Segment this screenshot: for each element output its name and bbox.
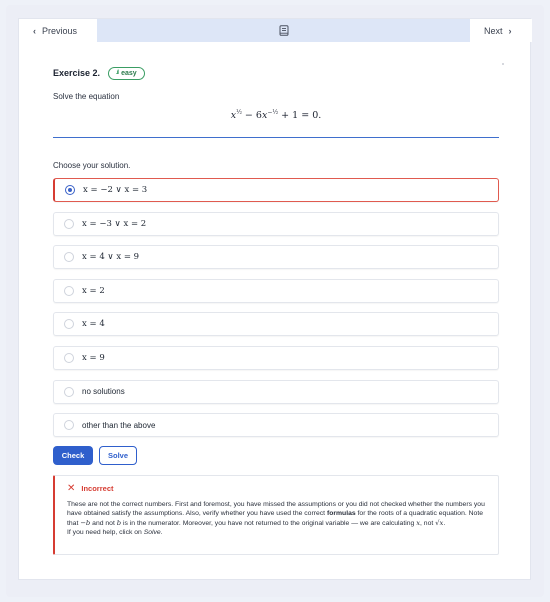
radio[interactable] <box>64 353 74 363</box>
option-2[interactable] <box>53 212 499 236</box>
radio[interactable] <box>64 252 74 262</box>
exercise-title: Exercise 2. <box>53 68 101 78</box>
option-6[interactable] <box>53 346 499 370</box>
exercise-prompt: Solve the equation <box>53 92 120 101</box>
option-label: x = 4 ∨ x = 9 <box>82 252 140 263</box>
feedback-text-4: and not <box>90 519 117 527</box>
answer-divider <box>53 137 499 138</box>
help-suffix: . <box>160 528 163 536</box>
math-b: b <box>116 518 122 527</box>
radio[interactable] <box>64 319 74 329</box>
feedback-text-6: , not <box>420 519 436 527</box>
radio[interactable] <box>64 219 74 229</box>
check-button[interactable]: Check <box>53 446 93 465</box>
next-label: Next <box>484 25 503 36</box>
equation: $x^{\frac{1}{2}} - 6x^{-\frac{1}{2}} + 1 = 0$. <box>230 109 322 122</box>
option-label: x = 9 <box>82 352 105 363</box>
solve-button[interactable]: Solve <box>99 446 137 465</box>
option-8[interactable] <box>53 413 499 437</box>
feedback-text-5: is in the numerator. Moreover, you have not returned to the original variable — we are calculating <box>121 519 417 527</box>
exercise-card <box>18 18 531 580</box>
exercise-content <box>53 65 499 555</box>
feedback-text <box>67 501 486 538</box>
feedback-text-3: for the roots of a quadratic equation. Note that <box>67 509 483 527</box>
next-button[interactable] <box>470 19 532 42</box>
feedback-panel <box>53 475 499 555</box>
radio[interactable] <box>64 286 74 296</box>
radio-selected[interactable] <box>65 185 75 195</box>
choose-label: Choose your solution. <box>53 161 131 170</box>
math-neg-b: −b <box>80 518 91 527</box>
navigation-bar <box>19 19 532 42</box>
option-5[interactable] <box>53 312 499 336</box>
previous-button[interactable] <box>19 19 97 42</box>
math-sqrt-x: √x <box>435 518 444 527</box>
decorative-dot <box>502 63 504 65</box>
chevron-left-icon: ‹ <box>33 25 36 36</box>
signal-bars-icon: .ıl <box>116 70 119 76</box>
feedback-header <box>67 484 486 494</box>
feedback-text-1: These are not the correct numbers. First and foremost, you have missed the assumptions or you did not checked whether the numbers you have obtained satisfy the assumptions. Also, verify whether you have used the correct <box>67 500 485 517</box>
book-icon <box>279 25 289 36</box>
option-label: x = −3 ∨ x = 2 <box>82 218 147 229</box>
feedback-status: Incorrect <box>81 484 114 494</box>
difficulty-label: easy <box>121 69 137 77</box>
help-solve-link[interactable]: Solve <box>143 528 161 536</box>
option-label: x = 2 <box>82 285 105 296</box>
book-button[interactable] <box>97 19 470 42</box>
option-7[interactable] <box>53 380 499 404</box>
chevron-right-icon: › <box>508 25 512 36</box>
x-icon: ✕ <box>67 482 76 494</box>
radio[interactable] <box>64 420 74 430</box>
option-label: other than the above <box>82 420 156 430</box>
action-buttons <box>53 446 499 465</box>
option-4[interactable] <box>53 279 499 303</box>
options-list <box>53 178 499 437</box>
radio[interactable] <box>64 387 74 397</box>
help-prefix: If you need help, click on <box>67 528 144 536</box>
feedback-text-7: . <box>443 519 446 527</box>
previous-label: Previous <box>42 25 78 36</box>
option-1[interactable] <box>53 178 499 202</box>
option-label: x = 4 <box>82 319 105 330</box>
math-x: x <box>416 518 421 527</box>
option-label: no solutions <box>82 387 125 397</box>
option-label: x = −2 ∨ x = 3 <box>83 185 148 195</box>
feedback-formulas: formulas <box>326 509 356 517</box>
difficulty-badge <box>108 67 145 80</box>
exercise-header <box>53 65 499 81</box>
option-3[interactable] <box>53 245 499 269</box>
